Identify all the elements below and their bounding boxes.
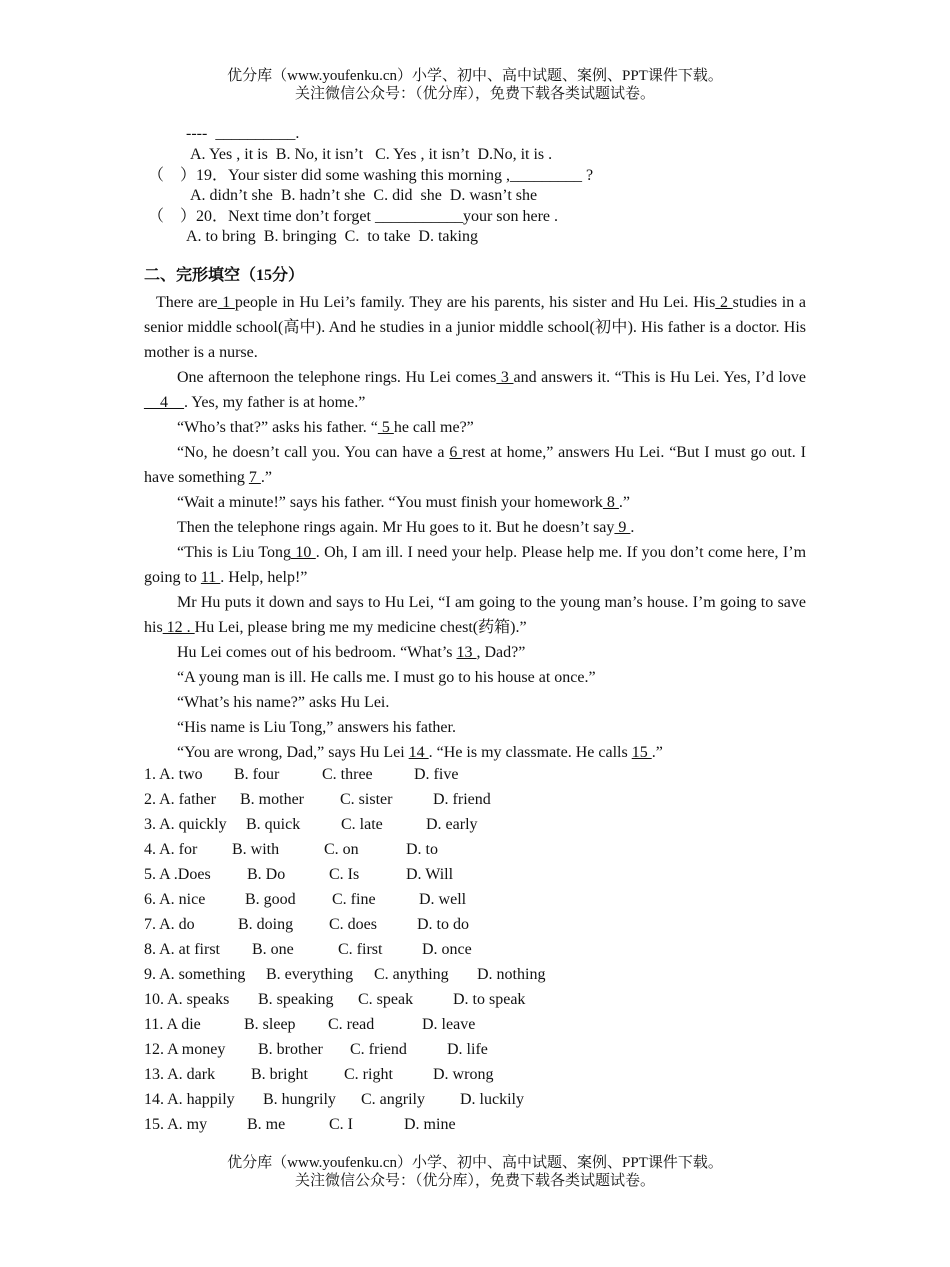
p8-text-a: Mr Hu puts it down and says to Hu Lei, “I am going to the young man’s house. I’m going to save his — [144, 594, 806, 636]
p2-text-a: One afternoon the telephone rings. Hu Lei comes — [177, 369, 497, 386]
p4-text-c: rest at home,” answers Hu Lei. “But I must go out. I have something — [144, 444, 807, 486]
p9-text-c: , Dad?” — [476, 644, 526, 661]
passage-p7 — [144, 540, 806, 590]
passage-p10: “A young man is ill. He calls me. I must go to his house at once.” — [177, 669, 596, 686]
option-1-c: C. three — [322, 766, 373, 783]
header-line-1: 优分库（www.youfenku.cn）小学、初中、高中试题、案例、PPT课件下载。 — [227, 68, 723, 84]
option-4-c: C. on — [324, 841, 359, 858]
blank-12: 12 . — [162, 619, 195, 636]
passage-p5 — [144, 490, 806, 515]
option-4-b: B. with — [232, 841, 280, 858]
question-20-options: A. to bring B. bringing C. to take D. taking — [186, 228, 478, 245]
question-19-stem: （ ）19．Your sister did some washing this morning ,_________ ? — [148, 167, 594, 184]
p5-text-a: “Wait a minute!” says his father. “You must finish your homework — [177, 494, 603, 511]
option-9-c: C. anything — [374, 966, 449, 983]
p2-text-d: . Yes, my father is at home.” — [184, 394, 366, 411]
page-footer — [0, 1154, 950, 1190]
option-10-c: C. speak — [358, 991, 414, 1008]
passage-p8 — [144, 590, 806, 640]
option-2-b: B. mother — [240, 791, 304, 808]
blank-3: 3 — [496, 369, 514, 386]
blank-10: 10 — [290, 544, 316, 561]
option-6-a: 6. A. nice — [144, 891, 206, 908]
p7-text-d: . Help, help!” — [220, 569, 308, 586]
option-4-a: 4. A. for — [144, 841, 198, 858]
passage-p4 — [144, 440, 806, 490]
p5-text-c: .” — [618, 494, 631, 511]
option-9-d: D. nothing — [477, 966, 546, 983]
option-8-a: 8. A. at first — [144, 941, 220, 958]
section-2-title: 二、完形填空（15分） — [144, 267, 305, 284]
p4-text-a: “No, he doesn’t call you. You can have a — [177, 444, 450, 461]
option-2-c: C. sister — [340, 791, 393, 808]
option-1-a: 1. A. two — [144, 766, 203, 783]
blank-1: 1 — [217, 294, 235, 311]
page-header — [0, 67, 950, 103]
option-13-d: D. wrong — [433, 1066, 494, 1083]
option-12-d: D. life — [447, 1041, 488, 1058]
p13-text-c: . “He is my classmate. He calls — [428, 744, 632, 761]
option-7-a: 7. A. do — [144, 916, 195, 933]
option-3-b: B. quick — [246, 816, 301, 833]
p7-text-a: “This is Liu Tong — [177, 544, 291, 561]
option-8-b: B. one — [252, 941, 294, 958]
option-3-c: C. late — [341, 816, 383, 833]
p2-text-c: and answers it. “This is Hu Lei. Yes, I’d love — [513, 369, 807, 386]
passage-p2 — [144, 365, 806, 415]
option-9-a: 9. A. something — [144, 966, 246, 983]
option-7-b: B. doing — [238, 916, 294, 933]
option-11-c: C. read — [328, 1016, 375, 1033]
p1-text-a: There are — [156, 294, 218, 311]
option-5-b: B. Do — [247, 866, 286, 883]
p3-text-a: “Who’s that?” asks his father. “ — [177, 419, 378, 436]
option-1-d: D. five — [414, 766, 459, 783]
option-1-b: B. four — [234, 766, 280, 783]
blank-14: 14 — [408, 744, 429, 761]
p13-text-d: .” — [651, 744, 663, 761]
footer-line-2: 关注微信公众号：（优分库），免费下载各类试题试卷。 — [294, 1173, 655, 1189]
header-line-2: 关注微信公众号：（优分库），免费下载各类试题试卷。 — [294, 86, 655, 102]
option-2-a: 2. A. father — [144, 791, 216, 808]
option-14-c: C. angrily — [361, 1091, 425, 1108]
passage-p11: “What’s his name?” asks Hu Lei. — [177, 694, 390, 711]
option-13-c: C. right — [344, 1066, 393, 1083]
option-11-d: D. leave — [422, 1016, 476, 1033]
option-6-c: C. fine — [332, 891, 376, 908]
p1-text-c: people in Hu Lei’s family. They are his parents, his sister and Hu Lei. His — [234, 294, 716, 311]
option-12-b: B. brother — [258, 1041, 323, 1058]
option-2-d: D. friend — [433, 791, 491, 808]
option-5-a: 5. A .Does — [144, 866, 211, 883]
p3-text-c: he call me?” — [393, 419, 474, 436]
option-3-d: D. early — [426, 816, 478, 833]
option-3-a: 3. A. quickly — [144, 816, 227, 833]
blank-9: 9 — [614, 519, 631, 536]
blank-8: 8 — [602, 494, 619, 511]
blank-15: 15 — [631, 744, 652, 761]
passage-p6 — [144, 515, 806, 540]
option-12-a: 12. A money — [144, 1041, 226, 1058]
question-18-options: A. Yes , it is B. No, it isn’t C. Yes , it isn’t D.No, it is . — [190, 146, 553, 163]
option-12-c: C. friend — [350, 1041, 407, 1058]
option-8-d: D. once — [422, 941, 472, 958]
option-15-c: C. I — [329, 1116, 353, 1133]
p6-text-a: Then the telephone rings again. Mr Hu goes to it. But he doesn’t say — [177, 519, 615, 536]
option-9-b: B. everything — [266, 966, 354, 983]
footer-line-1: 优分库（www.youfenku.cn）小学、初中、高中试题、案例、PPT课件下载。 — [227, 1155, 723, 1171]
p1-text-d: studies in a senior middle school(高中). And he studies in a junior middle school(初中). His father is a doctor. His mother is a nurse. — [144, 294, 807, 361]
option-7-c: C. does — [329, 916, 377, 933]
option-14-b: B. hungrily — [263, 1091, 336, 1108]
p13-text-a: “You are wrong, Dad,” says Hu Lei — [177, 744, 409, 761]
passage-p12: “His name is Liu Tong,” answers his father. — [177, 719, 456, 736]
question-20-stem: （ ）20．Next time don’t forget ___________your son here . — [148, 208, 559, 225]
p4-text-d: .” — [260, 469, 272, 486]
blank-11: 11 — [200, 569, 221, 586]
question-18-stub: ---- __________. — [186, 125, 300, 142]
option-10-b: B. speaking — [258, 991, 334, 1008]
p7-text-c: . Oh, I am ill. I need your help. Please help me. If you don’t come here, I’m going to — [144, 544, 807, 586]
option-14-d: D. luckily — [460, 1091, 524, 1108]
option-15-a: 15. A. my — [144, 1116, 208, 1133]
blank-5: 5 — [377, 419, 394, 436]
p9-text-a: Hu Lei comes out of his bedroom. “What’s — [177, 644, 457, 661]
option-5-d: D. Will — [406, 866, 454, 883]
passage-p1 — [144, 290, 806, 365]
blank-13: 13 — [456, 644, 477, 661]
option-11-a: 11. A die — [144, 1016, 201, 1033]
passage-p9 — [144, 640, 806, 665]
option-10-a: 10. A. speaks — [144, 991, 230, 1008]
option-15-b: B. me — [247, 1116, 286, 1133]
option-6-d: D. well — [419, 891, 467, 908]
option-5-c: C. Is — [329, 866, 360, 883]
option-7-d: D. to do — [417, 916, 469, 933]
blank-7: 7 — [248, 469, 261, 486]
option-8-c: C. first — [338, 941, 383, 958]
passage-p3 — [144, 415, 806, 440]
p6-text-c: . — [630, 519, 635, 536]
option-13-b: B. bright — [251, 1066, 308, 1083]
p8-text-c: Hu Lei, please bring me my medicine chest(药箱).” — [194, 619, 527, 636]
option-11-b: B. sleep — [244, 1016, 296, 1033]
option-13-a: 13. A. dark — [144, 1066, 216, 1083]
blank-2: 2 — [715, 294, 733, 311]
option-10-d: D. to speak — [453, 991, 526, 1008]
option-14-a: 14. A. happily — [144, 1091, 235, 1108]
question-19-options: A. didn’t she B. hadn’t she C. did she D. wasn’t she — [190, 187, 538, 204]
blank-6: 6 — [449, 444, 463, 461]
option-4-d: D. to — [406, 841, 438, 858]
option-6-b: B. good — [245, 891, 296, 908]
blank-4: __4__ — [144, 394, 184, 411]
option-15-d: D. mine — [404, 1116, 456, 1133]
